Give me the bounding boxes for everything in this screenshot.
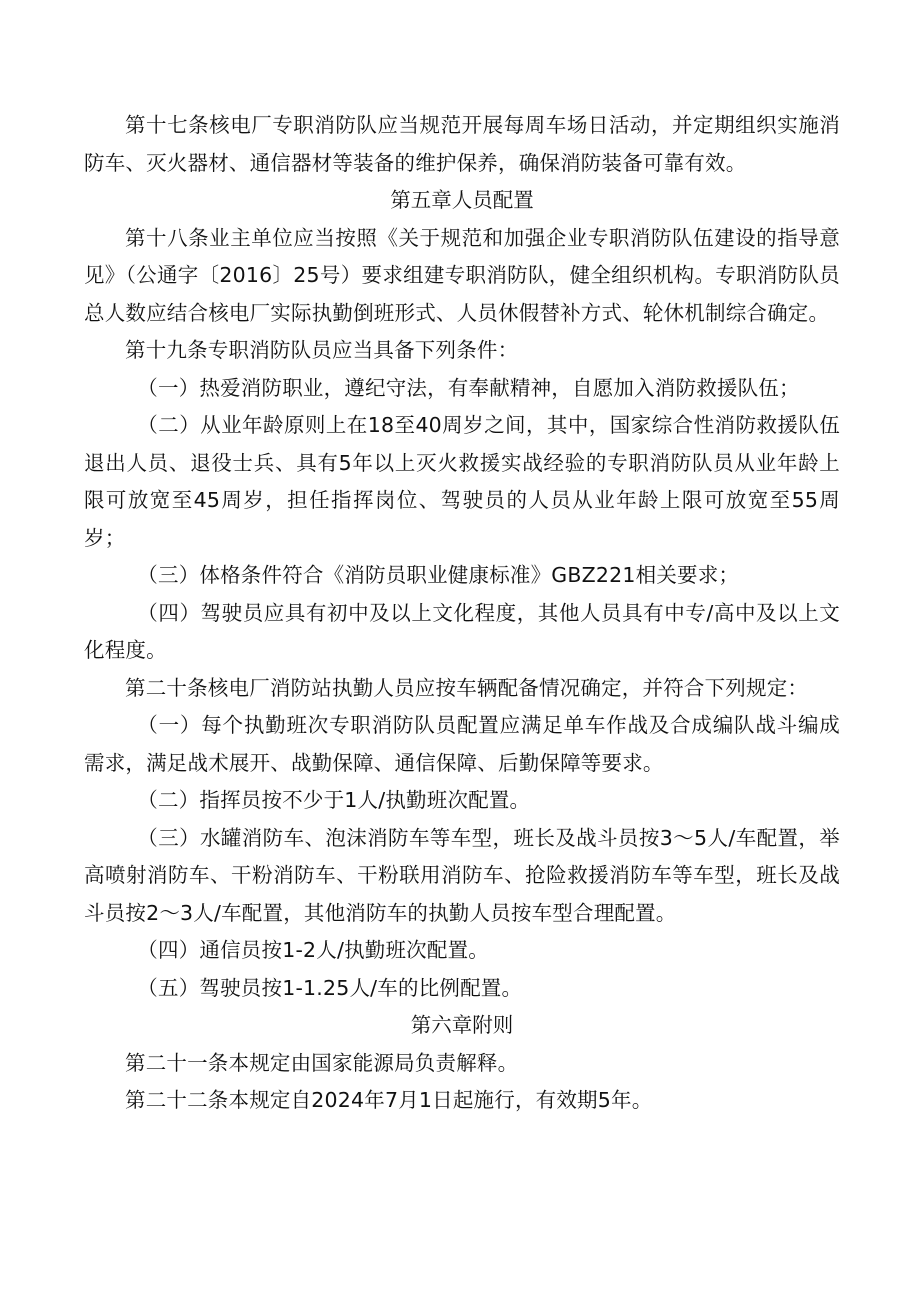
chapter-6-title: 第六章附则 [410,1013,514,1037]
article-17: 第十七条核电厂专职消防队应当规范开展每周车场日活动，并定期组织实施消防车、灭火器材、通信器材等装备的维护保养，确保消防装备可靠有效。 [84,113,840,175]
chapter-5-title: 第五章人员配置 [390,188,534,212]
article-20-item-3: （三）水罐消防车、泡沫消防车等车型，班长及战斗员按3～5人/车配置，举高喷射消防车、干粉消防车、干粉联用消防车、抢险救援消防车等车型，班长及战斗员按2～3人/车配置，其他消防车的执勤人员按车型合理配置。 [84,825,840,925]
article-19: 第十九条专职消防队员应当具备下列条件： [125,338,519,362]
article-20-item-2: （二）指挥员按不少于1人/执勤班次配置。 [137,788,531,812]
article-18: 第十八条业主单位应当按照《关于规范和加强企业专职消防队伍建设的指导意见》（公通字〔2016〕25号）要求组建专职消防队，健全组织机构。专职消防队员总人数应结合核电厂实际执勤倒班形式、人员休假替补方式、轮休机制综合确定。 [84,225,840,325]
article-20-item-1: （一）每个执勤班次专职消防队员配置应满足单车作战及合成编队战斗编成需求，满足战术展开、战勤保障、通信保障、后勤保障等要求。 [84,713,840,775]
article-20: 第二十条核电厂消防站执勤人员应按车辆配备情况确定，并符合下列规定： [125,675,809,700]
article-22: 第二十二条本规定自2024年7月1日起施行，有效期5年。 [125,1088,653,1112]
article-20-item-5: （五）驾驶员按1-1.25人/车的比例配置。 [137,975,523,1000]
article-19-item-3: （三）体格条件符合《消防员职业健康标准》GBZ221相关要求； [137,563,740,587]
article-19-item-2: （二）从业年龄原则上在18至40周岁之间，其中，国家综合性消防救援队伍退出人员、退役士兵、具有5年以上灭火救援实战经验的专职消防队员从业年龄上限可放宽至45周岁，担任指挥岗位、驾驶员的人员从业年龄上限可放宽至55周岁； [84,413,840,550]
article-21: 第二十一条本规定由国家能源局负责解释。 [125,1050,519,1075]
article-19-item-4: （四）驾驶员应具有初中及以上文化程度，其他人员具有中专/高中及以上文化程度。 [84,600,840,662]
article-19-item-1: （一）热爱消防职业，遵纪守法，有奉献精神，自愿加入消防救援队伍； [137,375,800,400]
article-20-item-4: （四）通信员按1-2人/执勤班次配置。 [137,938,489,962]
document-body [84,107,840,1120]
